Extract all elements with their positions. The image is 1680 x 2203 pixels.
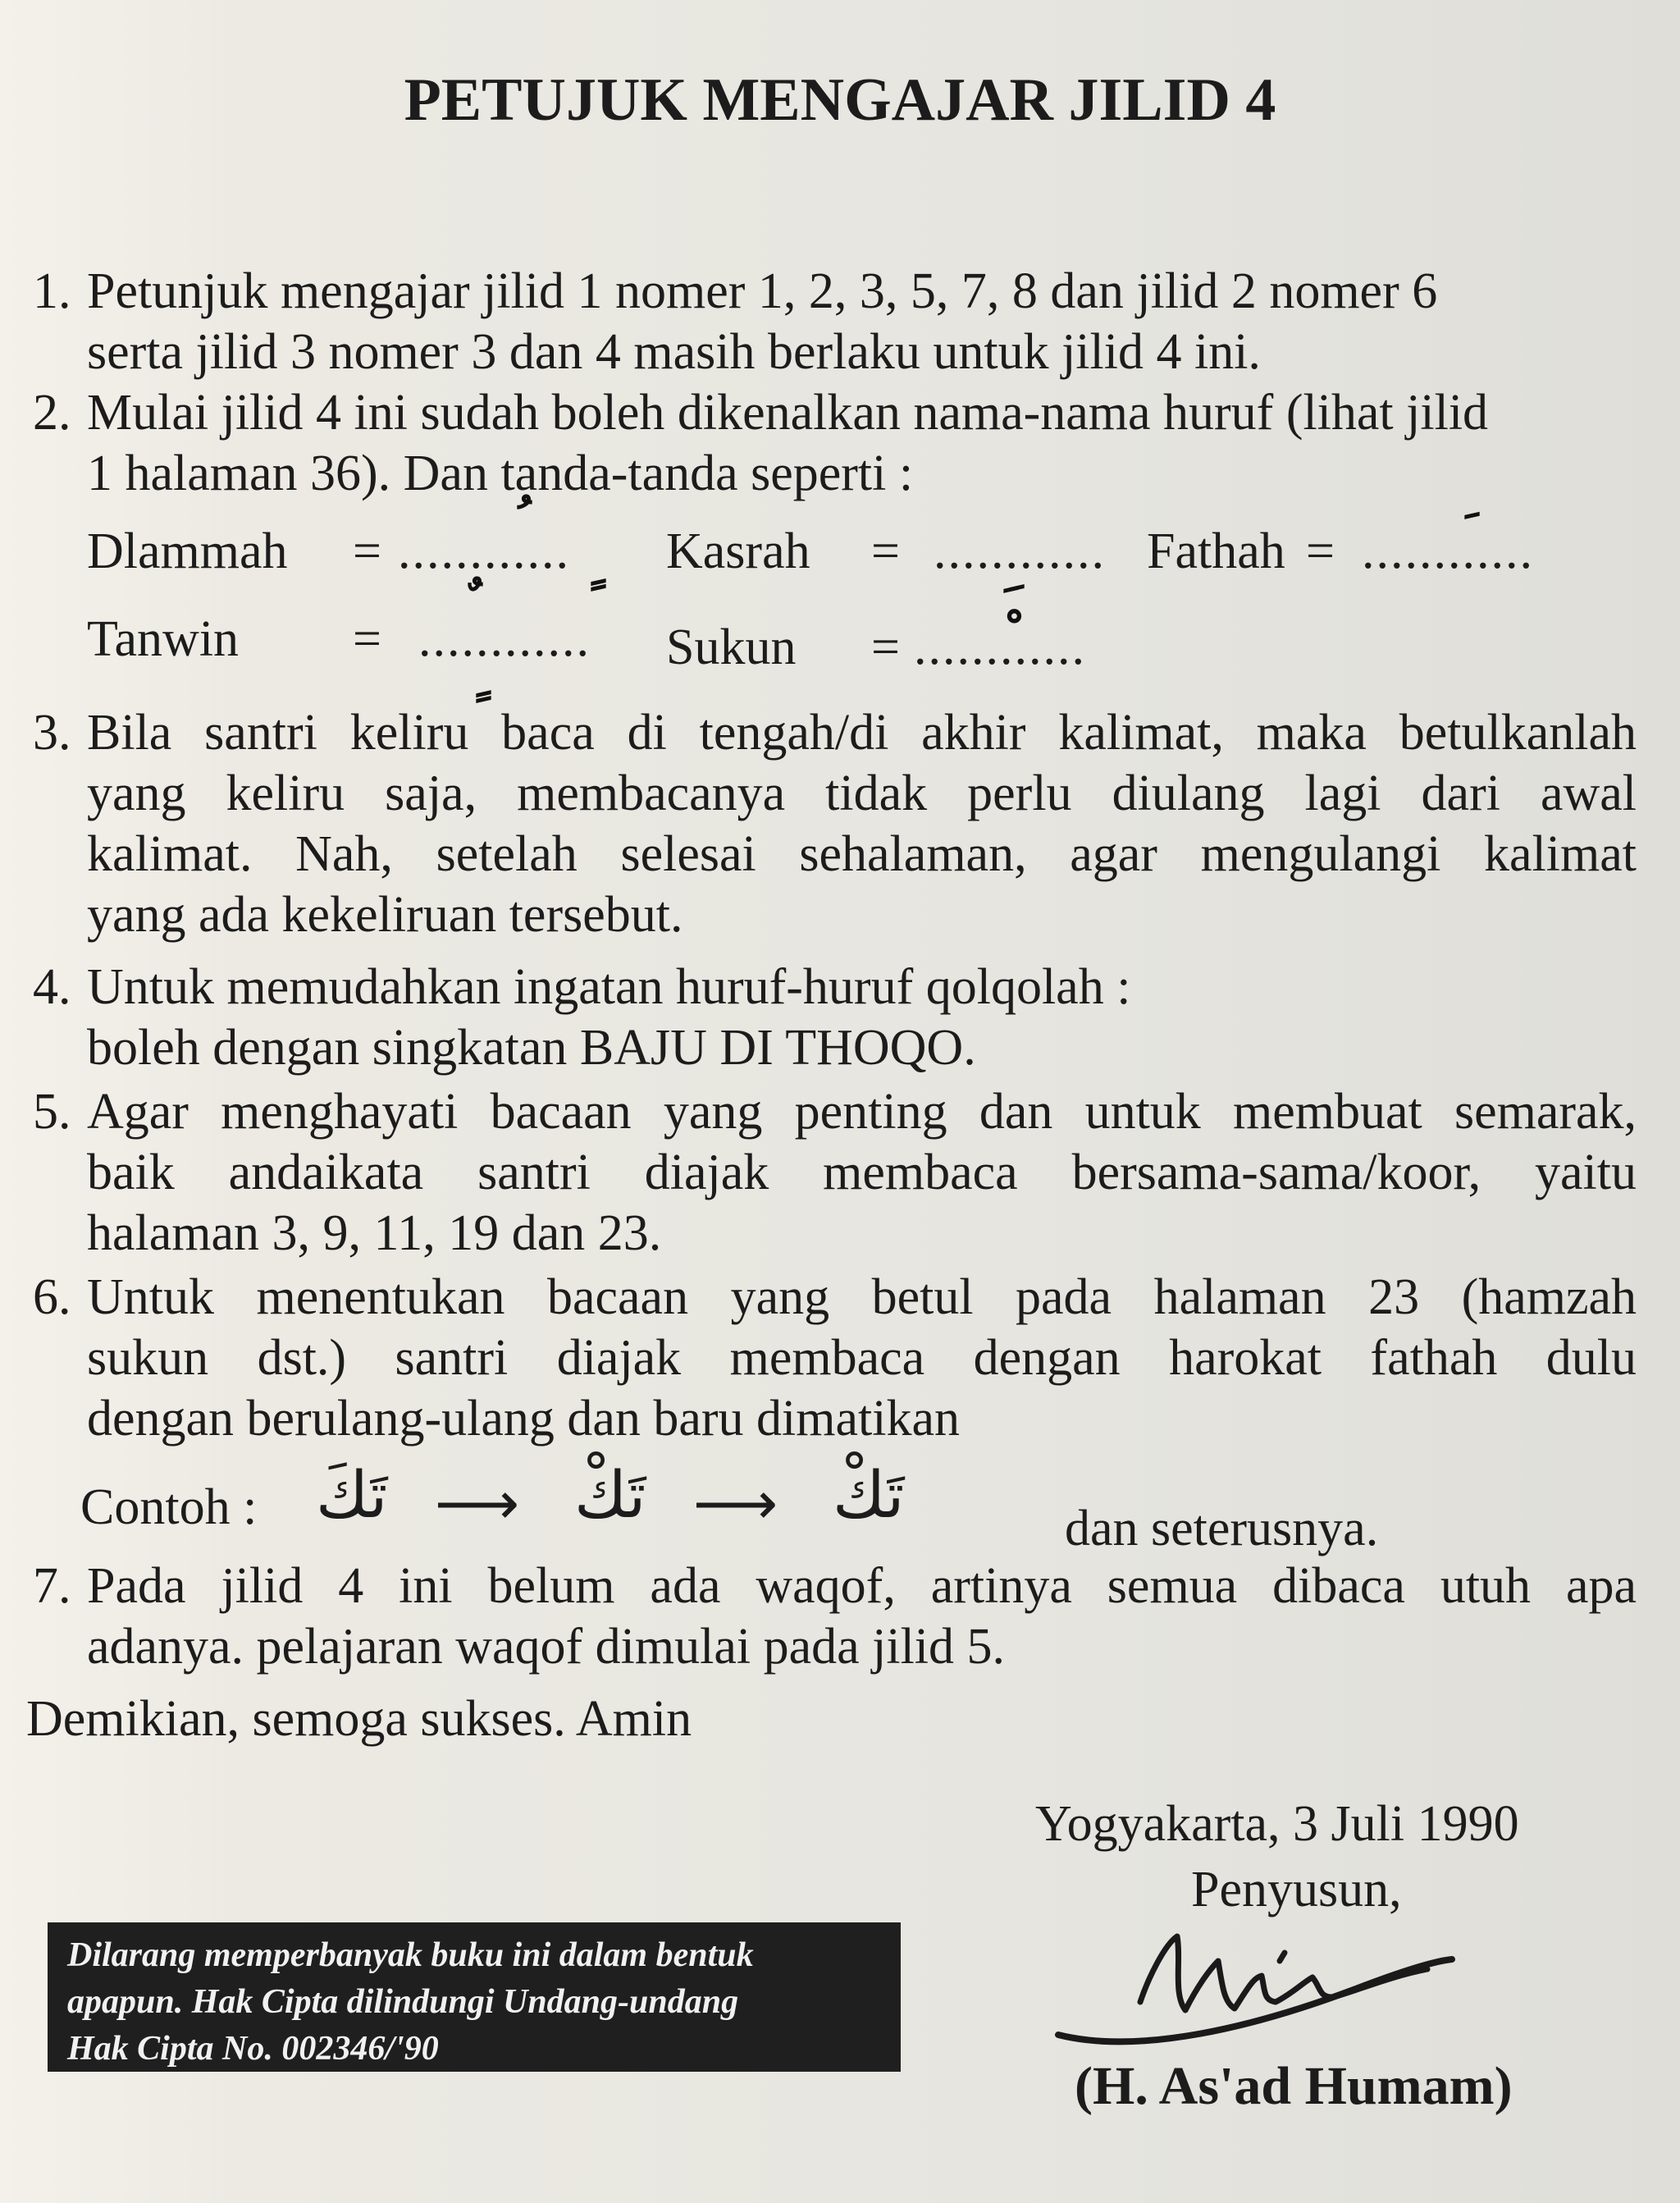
dotted-blank: ............: [914, 619, 1086, 675]
signature: [1042, 1912, 1468, 2068]
fathah-label: Fathah: [1147, 523, 1285, 579]
equals-sign: =: [353, 611, 381, 667]
item-line: Mulai jilid 4 ini sudah boleh dikenalkan nama-nama huruf (lihat jilid: [87, 385, 1489, 441]
arrow-icon: ⟶: [435, 1469, 520, 1538]
sukun-label: Sukun: [666, 619, 797, 675]
item-line: yang ada kekeliruan tersebut.: [87, 887, 683, 943]
item-number: 3.: [33, 705, 71, 761]
dotted-blank: ............: [418, 611, 591, 667]
place-date: Yogyakarta, 3 Juli 1990: [1035, 1796, 1519, 1852]
item-number: 7.: [33, 1558, 71, 1614]
item-line: 1 halaman 36). Dan tanda-tanda seperti :: [87, 446, 914, 501]
copyright-line: Hak Cipta No. 002346/'90: [67, 2030, 439, 2068]
dotted-blank: ............: [1362, 523, 1534, 579]
item-line: serta jilid 3 nomer 3 dan 4 masih berlaku untuk jilid 4 ini.: [87, 324, 1261, 380]
equals-sign: =: [871, 619, 900, 675]
item-line: kalimat. Nah, setelah selesai sehalaman, agar mengulangi kalimat: [87, 826, 1637, 882]
copyright-line: Dilarang memperbanyak buku ini dalam bentuk: [67, 1936, 754, 1974]
kasrah-label: Kasrah: [666, 523, 810, 579]
arabic-word-1: تَكَ: [316, 1459, 388, 1533]
item-number: 4.: [33, 959, 71, 1015]
item-line: halaman 3, 9, 11, 19 dan 23.: [87, 1205, 662, 1261]
item-number: 5.: [33, 1084, 71, 1140]
equals-sign: =: [871, 523, 900, 579]
copyright-notice: [48, 1922, 901, 2072]
item-number: 6.: [33, 1269, 71, 1325]
item-number: 2.: [33, 385, 71, 441]
item-line: dengan berulang-ulang dan baru dimatikan: [87, 1391, 960, 1447]
dotted-blank: ............: [934, 523, 1106, 579]
arabic-word-3: تَكْ: [833, 1459, 905, 1533]
equals-sign: =: [1306, 523, 1335, 579]
dotted-blank: ............: [398, 523, 570, 579]
item-line: sukun dst.) santri diajak membaca dengan harokat fathah dulu: [87, 1330, 1637, 1386]
author-name: (H. As'ad Humam): [1075, 2056, 1513, 2116]
item-line: Untuk memudahkan ingatan huruf-huruf qolqolah :: [87, 959, 1131, 1015]
example-suffix: dan seterusnya.: [1065, 1501, 1379, 1556]
dlammah-label: Dlammah: [87, 523, 288, 579]
arrow-icon: ⟶: [693, 1469, 778, 1538]
item-line: adanya. pelajaran waqof dimulai pada jilid 5.: [87, 1619, 1006, 1675]
equals-sign: =: [353, 523, 381, 579]
item-line: Pada jilid 4 ini belum ada waqof, artinya semua dibaca utuh apa: [87, 1558, 1637, 1614]
page-title: PETUJUK MENGAJAR JILID 4: [404, 66, 1276, 134]
item-line: Petunjuk mengajar jilid 1 nomer 1, 2, 3, 5, 7, 8 dan jilid 2 nomer 6: [87, 263, 1438, 319]
compiler-label: Penyusun,: [1191, 1862, 1402, 1917]
item-line: Bila santri keliru baca di tengah/di akhir kalimat, maka betulkanlah: [87, 705, 1637, 761]
item-line: yang keliru saja, membacanya tidak perlu diulang lagi dari awal: [87, 766, 1637, 821]
tanwin-label: Tanwin: [87, 611, 240, 667]
item-line: Agar menghayati bacaan yang penting dan untuk membuat semarak,: [87, 1084, 1637, 1140]
arabic-word-2: تَكْ: [574, 1459, 646, 1533]
item-line: boleh dengan singkatan BAJU DI THOQO.: [87, 1020, 976, 1076]
example-label: Contoh :: [80, 1479, 258, 1535]
item-line: baik andaikata santri diajak membaca bersama-sama/koor, yaitu: [87, 1145, 1637, 1200]
item-line: Untuk menentukan bacaan yang betul pada halaman 23 (hamzah: [87, 1269, 1637, 1325]
closing-text: Demikian, semoga sukses. Amin: [26, 1691, 692, 1747]
item-number: 1.: [33, 263, 71, 319]
copyright-line: apapun. Hak Cipta dilindungi Undang-undang: [67, 1983, 739, 2021]
